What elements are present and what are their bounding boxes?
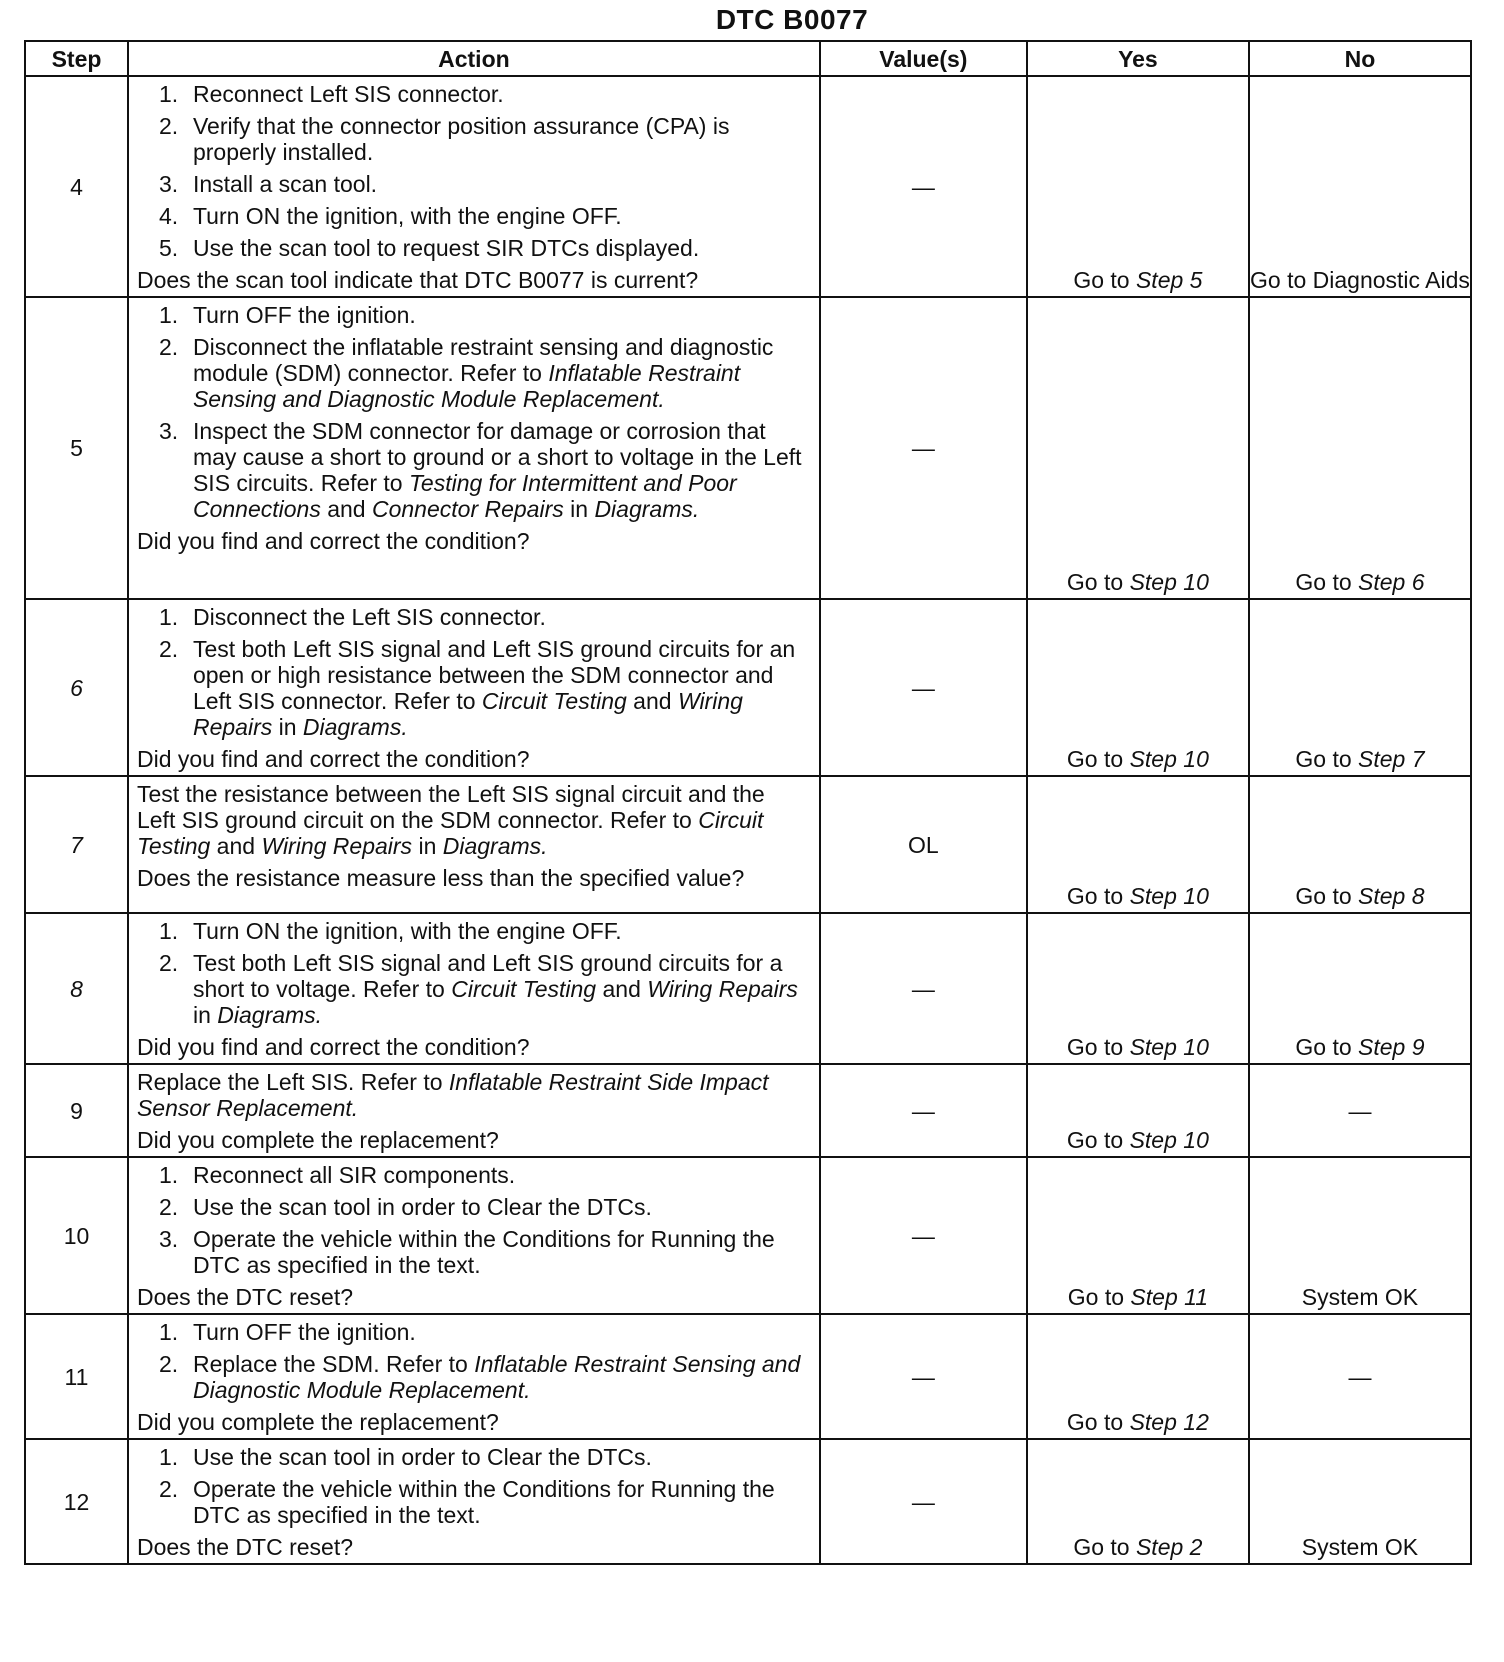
yes-cell: Go to Step 10 [1027,913,1249,1064]
action-cell [128,599,820,776]
action-question: Does the DTC reset? [136,1534,353,1560]
action-item: 3. Operate the vehicle within the Conditions for Running the DTC as specified in the text. [158,1226,775,1278]
action-paragraph: Replace the Left SIS. Refer to Inflatable Restraint Side Impact Sensor Replacement. [136,1069,769,1121]
header-values: Value(s) [820,41,1027,76]
action-item: 2. Test both Left SIS signal and Left SIS ground circuits for an open or high resistance between the SDM connector and Left SIS connector. Refer to Circuit Testing and Wiring Repairs in Diagrams. [158,636,796,740]
action-item: 1. Use the scan tool in order to Clear the DTCs. [158,1444,652,1470]
no-cell: System OK [1249,1439,1471,1564]
table-row [25,76,1471,297]
step-number: 11 [25,1314,128,1439]
action-item: 1. Turn OFF the ignition. [158,1319,416,1345]
header-yes: Yes [1027,41,1249,76]
action-question: Did you complete the replacement? [136,1409,499,1435]
header-row [25,41,1471,76]
value-cell: — [820,1314,1027,1439]
action-cell [128,1439,820,1564]
yes-cell: Go to Step 10 [1027,599,1249,776]
table-row [25,1439,1471,1564]
action-item: 2. Use the scan tool in order to Clear the DTCs. [158,1194,652,1220]
header-no: No [1249,41,1471,76]
action-item: 2. Replace the SDM. Refer to Inflatable Restraint Sensing and Diagnostic Module Replacement. [158,1351,801,1403]
no-cell: Go to Step 8 [1249,776,1471,913]
action-item: 3. Inspect the SDM connector for damage or corrosion that may cause a short to ground or a short to voltage in the Left SIS circuits. Refer to Testing for Intermittent and Poor Connections and Connector Repairs in Diagrams. [158,418,802,522]
table-row [25,297,1471,599]
action-item: 1. Turn OFF the ignition. [158,302,416,328]
table-row [25,1064,1471,1157]
yes-cell: Go to Step 10 [1027,776,1249,913]
header-action: Action [128,41,820,76]
step-number: 5 [25,297,128,599]
yes-cell: Go to Step 11 [1027,1157,1249,1314]
yes-cell: Go to Step 5 [1027,76,1249,297]
value-cell: — [820,76,1027,297]
value-cell: — [820,1157,1027,1314]
action-item: 1. Reconnect all SIR components. [158,1162,516,1188]
action-item: 1. Turn ON the ignition, with the engine OFF. [158,918,622,944]
action-item: 2. Test both Left SIS signal and Left SIS ground circuits for a short to voltage. Refer to Circuit Testing and Wiring Repairs in Diagrams. [158,950,798,1028]
action-item: 2. Operate the vehicle within the Conditions for Running the DTC as specified in the text. [158,1476,775,1528]
no-cell: Go to Step 7 [1249,599,1471,776]
action-question: Does the DTC reset? [136,1284,353,1310]
table-row [25,913,1471,1064]
action-cell [128,913,820,1064]
value-cell: — [820,1439,1027,1564]
no-cell: Go to Step 9 [1249,913,1471,1064]
action-question: Did you complete the replacement? [136,1127,499,1153]
step-number: 10 [25,1157,128,1314]
step-number: 12 [25,1439,128,1564]
action-item: 2. Disconnect the inflatable restraint sensing and diagnostic module (SDM) connector. Refer to Inflatable Restraint Sensing and Diagnostic Module Replacement. [158,334,774,412]
table-row [25,776,1471,913]
yes-cell: Go to Step 10 [1027,1064,1249,1157]
header-step: Step [25,41,128,76]
action-cell [128,297,820,599]
no-cell: Go to Step 6 [1249,297,1471,599]
step-number: 8 [25,913,128,1064]
step-number: 4 [25,76,128,297]
value-cell: OL [820,776,1027,913]
yes-cell: Go to Step 12 [1027,1314,1249,1439]
action-cell [128,76,820,297]
yes-cell: Go to Step 2 [1027,1439,1249,1564]
dtc-table [24,40,1472,1565]
action-cell [128,776,820,913]
action-item: 1. Disconnect the Left SIS connector. [158,604,546,630]
action-item: 4. Turn ON the ignition, with the engine OFF. [158,203,622,229]
action-paragraph: Test the resistance between the Left SIS signal circuit and the Left SIS ground circuit on the SDM connector. Refer to Circuit Testing and Wiring Repairs in Diagrams. [136,781,765,859]
action-item: 3. Install a scan tool. [158,171,378,197]
action-item: 1. Reconnect Left SIS connector. [158,81,504,107]
action-cell [128,1064,820,1157]
action-question: Does the scan tool indicate that DTC B0077 is current? [136,267,699,293]
action-question: Did you find and correct the condition? [136,746,530,772]
no-cell: Go to Diagnostic Aids [1249,76,1471,297]
no-cell: System OK [1249,1157,1471,1314]
step-number: 9 [25,1064,128,1157]
value-cell: — [820,297,1027,599]
page-title: DTC B0077 [715,4,869,35]
no-cell: — [1249,1314,1471,1439]
value-cell: — [820,599,1027,776]
action-cell [128,1314,820,1439]
action-question: Does the resistance measure less than the specified value? [136,865,745,891]
value-cell: — [820,913,1027,1064]
table-row [25,1314,1471,1439]
table-row [25,1157,1471,1314]
value-cell: — [820,1064,1027,1157]
table-row [25,599,1471,776]
yes-cell: Go to Step 10 [1027,297,1249,599]
action-question: Did you find and correct the condition? [136,1034,530,1060]
action-item: 2. Verify that the connector position assurance (CPA) is properly installed. [158,113,730,165]
step-number: 6 [25,599,128,776]
action-question: Did you find and correct the condition? [136,528,530,554]
action-cell [128,1157,820,1314]
step-number: 7 [25,776,128,913]
action-item: 5. Use the scan tool to request SIR DTCs displayed. [158,235,700,261]
no-cell: — [1249,1064,1471,1157]
